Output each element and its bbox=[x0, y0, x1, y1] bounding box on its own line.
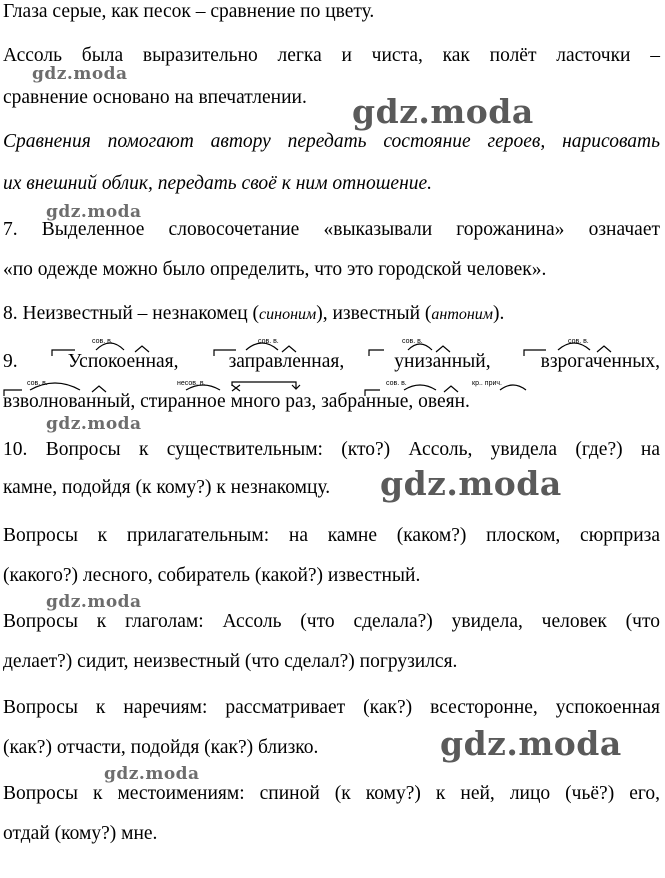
answer-8-mid: ), известный ( bbox=[316, 303, 432, 324]
watermark-logo: gdz.moda bbox=[46, 592, 142, 612]
text-line-14: (какого?) лесного, собиратель (какой?) известный. bbox=[3, 565, 421, 586]
aspect-mark-5: сов. в. bbox=[27, 380, 48, 387]
aspect-mark-imperfective: несов. в. bbox=[177, 380, 206, 387]
aspect-mark-2: сов. в. bbox=[258, 338, 279, 345]
synonym-label: синоним bbox=[259, 306, 317, 323]
answer-8-end: ). bbox=[493, 303, 505, 324]
text-line-5: их внешний облик, передать своё к ним отношение. bbox=[3, 173, 433, 194]
aspect-mark-4: сов. в. bbox=[568, 338, 589, 345]
text-line-3: сравнение основано на впечатлении. bbox=[3, 87, 307, 108]
text-line-6: 7. Выделенное словосочетание «выказывали горожанина» означает bbox=[3, 219, 660, 240]
text-line-4: Сравнения помогают автору передать состояние героев, нарисовать bbox=[3, 131, 660, 152]
watermark-logo: gdz.moda bbox=[104, 764, 200, 784]
text-line-12: камне, подойдя (к кому?) к незнакомцу. bbox=[3, 477, 331, 498]
text-line-7: «по одежде можно было определить, что это городской человек». bbox=[3, 259, 547, 280]
short-participle-mark: кр.. прич. bbox=[472, 380, 502, 387]
text-line-20: отдай (кому?) мне. bbox=[3, 823, 158, 844]
watermark-logo: gdz.moda bbox=[46, 414, 142, 434]
text-line-19: Вопросы к местоимениям: спиной (к кому?) к ней, лицо (чьё?) его, bbox=[3, 783, 660, 804]
text-line-2: Ассоль была выразительно легка и чиста, как полёт ласточки – bbox=[3, 45, 660, 66]
watermark-logo: gdz.moda bbox=[32, 64, 128, 84]
watermark-logo: gdz.moda bbox=[380, 464, 562, 503]
answer-8-start: 8. Неизвестный – незнакомец ( bbox=[3, 303, 260, 324]
aspect-mark-3: сов. в. bbox=[402, 338, 423, 345]
aspect-mark-6: сов. в. bbox=[386, 380, 407, 387]
text-line-16: делает?) сидит, неизвестный (что сделал?) погрузился. bbox=[3, 651, 458, 672]
text-line-17: Вопросы к наречиям: рассматривает (как?) всесторонне, успокоенная bbox=[3, 697, 660, 718]
text-line-18: (как?) отчасти, подойдя (как?) близко. bbox=[3, 737, 319, 758]
text-line-8 bbox=[3, 302, 504, 327]
watermark-logo: gdz.moda bbox=[46, 202, 142, 222]
aspect-mark-1: сов. в. bbox=[92, 338, 113, 345]
text-line-9: 9. Успокоенная, заправленная, унизанный, взрогаченных, bbox=[3, 351, 660, 372]
antonym-label: антоним bbox=[431, 306, 494, 323]
watermark-logo: gdz.moda bbox=[440, 724, 622, 763]
text-line-11: 10. Вопросы к существительным: (кто?) Ассоль, увидела (где?) на bbox=[3, 439, 660, 460]
text-line-13: Вопросы к прилагательным: на камне (каком?) плоском, сюрприза bbox=[3, 525, 660, 546]
text-line-1: Глаза серые, как песок – сравнение по цвету. bbox=[3, 1, 375, 22]
text-line-15: Вопросы к глаголам: Ассоль (что сделала?) увидела, человек (что bbox=[3, 611, 660, 632]
watermark-logo: gdz.moda bbox=[352, 92, 534, 131]
morpheme-markup bbox=[0, 330, 665, 420]
text-line-10: взволнованный, стиранное много раз, забранные, овеян. bbox=[3, 391, 470, 412]
